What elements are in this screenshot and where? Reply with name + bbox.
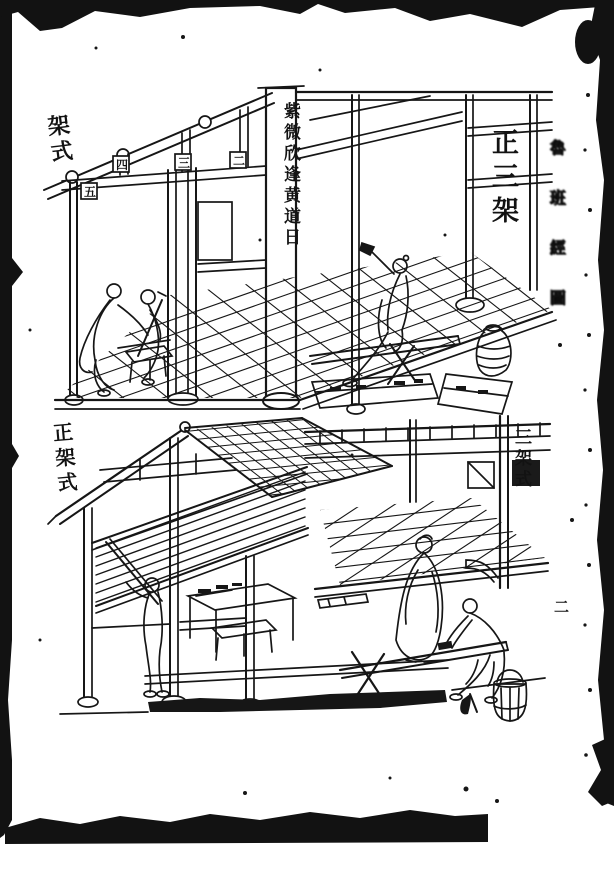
pillar-inscription: 紫微欣逢黄道日: [280, 102, 300, 249]
purlin-number-4: 四: [116, 158, 129, 172]
lower-figures: [106, 535, 504, 703]
lower-floor-tiles: [300, 351, 560, 699]
upper-floor-tiles: [40, 0, 560, 777]
purlin-number-3: 三: [178, 156, 191, 170]
caption-top-left: 架式: [42, 112, 76, 168]
upper-tools: [310, 325, 512, 414]
caption-middle-left: 正架式: [48, 421, 80, 498]
purlin-number-5: 五: [84, 185, 97, 199]
margin-running-title: 魯班經圖: [547, 139, 566, 339]
purlin-number-2: 二: [233, 154, 246, 168]
caption-top-right: 正三架: [487, 128, 518, 230]
page-number: 二: [552, 599, 570, 614]
caption-middle-right: 三架式: [511, 428, 531, 491]
